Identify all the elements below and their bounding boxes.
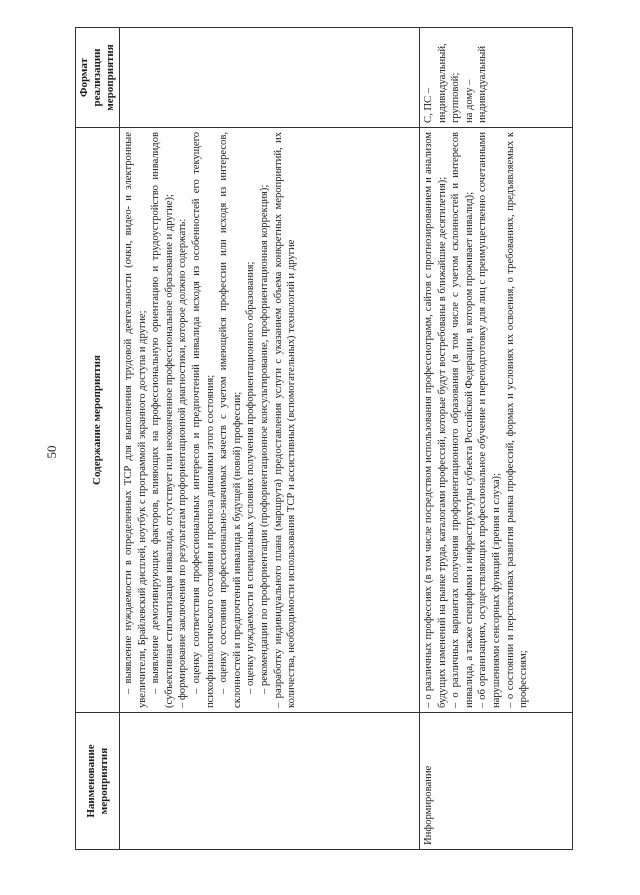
content-item: – выявление нуждаемости в определенных ТСР для выполнения трудовой деятельности (очки, видео- и электронные увеличители, Брайлевский дисплей, ноутбук с программой экранного доступа и другие; bbox=[123, 132, 148, 708]
content-item: – рекомендации по профориентации (профориентационное консультирование, профориентационная коррекция); bbox=[258, 184, 270, 694]
format-line: индивидуальный, bbox=[436, 43, 448, 123]
cell-format bbox=[420, 28, 573, 128]
table-header-row bbox=[76, 28, 120, 850]
header-name: Наименование мероприятия bbox=[76, 713, 120, 850]
content-item: – об организациях, осуществляющих профессиональное обучение и переподготовку для лиц с преимущественно сочетанными нарушениями сенсорных функций (зрения и слуха); bbox=[477, 132, 502, 708]
content-item: – формирование заключения по результатам профориентационной диагностики, которое должно содержать: bbox=[177, 218, 189, 708]
format-line: на дому – bbox=[463, 79, 475, 123]
content-item: – оценку нуждаемости в специальных условиях получения профориентационного образования; bbox=[245, 261, 257, 694]
format-line: групповой; bbox=[450, 72, 462, 123]
content-item: – разработку индивидуального плана (маршрута) предоставления услуги с указанием объема конкретных мероприятий, их количества, необходимости использования ТСР и ассистивных (вспомогательных) технологий и другие bbox=[272, 132, 298, 708]
cell-content bbox=[420, 128, 573, 713]
content-item: – о различных профессиях (в том числе посредством использования профессиограмм, сайтов с прогнозированием и анализом будущих изменений на рынке труда, каталогами профессий, которые будут востребованы в ближайшие десятилетия); bbox=[423, 132, 448, 708]
rotated-table-container bbox=[75, 43, 570, 850]
cell-name bbox=[120, 713, 420, 850]
table-row bbox=[420, 28, 573, 850]
measures-table bbox=[75, 27, 573, 850]
content-item: – о различных вариантах получения профориентационного образования (в том числе с учетом склонностей и интересов инвалида, а также специфики и инфраструктуры субъекта Российской Федерации, в котором проживает инвалид); bbox=[450, 132, 475, 708]
table-row bbox=[120, 28, 420, 850]
format-line: индивидуальный bbox=[477, 46, 489, 123]
cell-format bbox=[120, 28, 420, 128]
content-item: – выявление демотивирующих факторов, влияющих на профессиональную ориентацию и трудоустройство инвалидов (субъективная стигматизация инвалида, отсутствует или неоконченное профессиональное образование и другие); bbox=[150, 132, 175, 708]
content-item: – оценку соответствия профессиональных интересов и предпочтений инвалида исходя из особенностей его текущего психофизиологического состояния и прогноза динамики этого состояния; bbox=[190, 132, 216, 708]
page-number: 50 bbox=[44, 445, 59, 459]
content-item: – оценку состояния профессионально-значимых качеств с учетом имеющейся профессии или исходя из интересов, склонностей и предпочтений инвалида к будущей (новой) профессии; bbox=[218, 132, 243, 708]
header-content: Содержание мероприятия bbox=[76, 128, 120, 713]
header-format: Формат реализации мероприятия bbox=[76, 28, 120, 128]
cell-name: Информирование bbox=[420, 713, 573, 850]
content-item: – о состоянии и перспективах развития рынка профессий, формах и условиях их освоения, о требованиях, предъявляемых к профессиям; bbox=[504, 132, 530, 708]
cell-content bbox=[120, 128, 420, 713]
format-line: С, ПС – bbox=[423, 87, 434, 123]
